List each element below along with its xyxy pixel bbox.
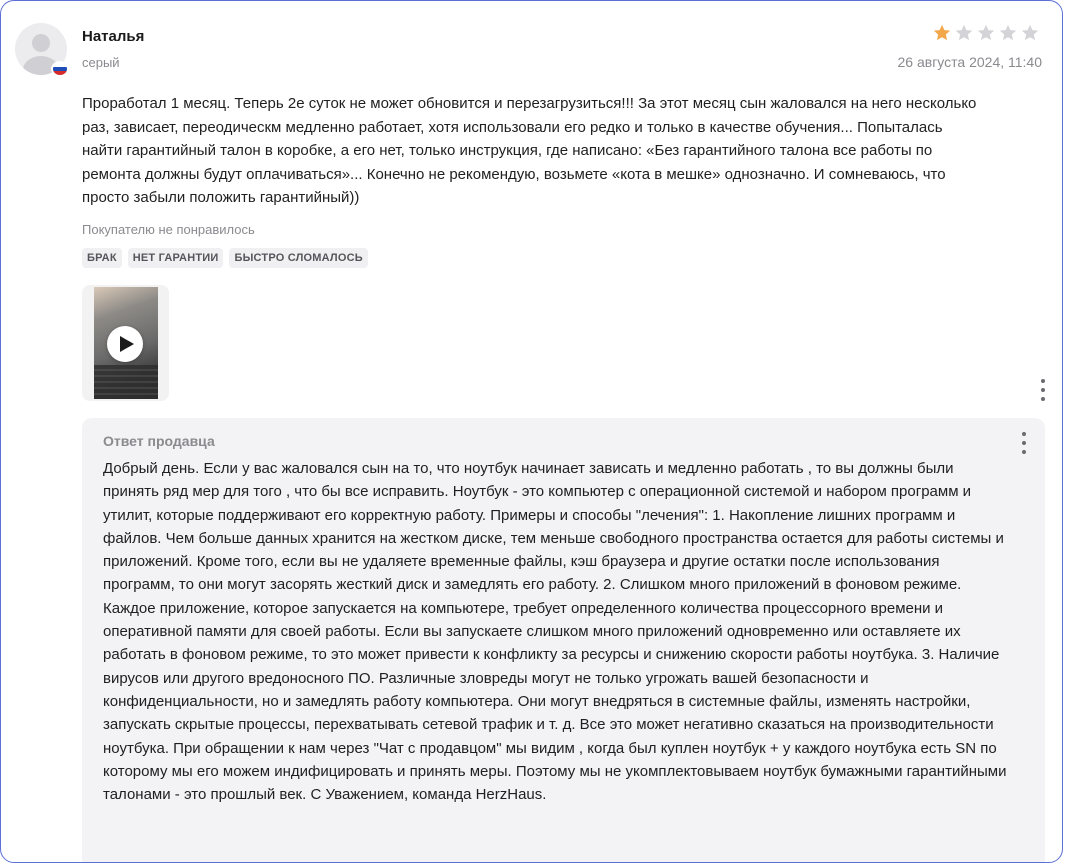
tag-no-warranty[interactable]: НЕТ ГАРАНТИИ [128, 248, 224, 268]
russia-flag-icon [51, 61, 69, 77]
seller-reply [82, 418, 1045, 863]
reply-more-options-icon[interactable] [1020, 432, 1028, 454]
star-filled-icon [932, 23, 952, 43]
review-tags [82, 248, 368, 268]
review-video-thumbnail[interactable] [82, 285, 169, 401]
star-empty-icon [1020, 23, 1040, 43]
seller-reply-text: Добрый день. Если у вас жаловался сын на то, что ноутбук начинает зависать и медленно работать , то вы должны были принять ряд мер для того , что бы все исправить. Ноутбук - это компьютер с операционной системой и набором программ и утилит, которые поддерживают его корректную работу. Примеры и способы "лечения": 1. Накопление лишних программ и файлов. Чем больше данных хранится на жестком диске, тем меньше свободного пространства остается для работы системы и приложений. Кроме того, если вы не удаляете временные файлы, кэш браузера и другие остатки после использования программ, то они могут засорять жесткий диск и замедлять его работу. 2. Слишком много приложений в фоновом режиме. Каждое приложение, которое запускается на компьютере, требует определенного количества процессорного времени и оперативной памяти для своей работы. Если вы запускаете слишком много приложений одновременно или оставляете их работать в фоновом режиме, то это может привести к конфликту за ресурсы и снижению скорости работы ноутбука. 3. Наличие вирусов или другого вредоносного ПО. Различные зловреды могут не только угрожать вашей безопасности и конфиденциальности, но и замедлять работу компьютера. Они могут внедряться в системные файлы, изменять настройки, запускать скрытые процессы, перехватывать сетевой трафик и т. д. Все это может негативно сказаться на производительности ноутбука. При обращении к нам через "Чат с продавцом" мы видим , когда был куплен ноутбук + у каждого ноутбука есть SN по которому мы его можем индифицировать и принять меры. Поэтому мы не укомплектовываем ноутбук бумажными гарантийными талонами - это прошлый век. С Уважением, команда HerzHaus. [103, 460, 1007, 804]
star-empty-icon [954, 23, 974, 43]
avatar-head-shape [32, 34, 50, 52]
rating-stars [932, 23, 1040, 43]
star-empty-icon [998, 23, 1018, 43]
review-text: Проработал 1 месяц. Теперь 2е суток не может обновится и перезагрузиться!!! За этот месяц сын жаловался на него несколько раз, зависает, переодическм медленно работает, хотя использовали его редко и только в качестве обучения... Попыталась найти гарантийный талон в коробке, а его нет, только инструкция, где написано: «Без гарантийного талона все работы по ремонта должны будут оплачиваться»... Конечно не рекомендую, возьмете «кота в мешке» однозначно. И сомневаюсь, что просто забыли положить гарантийный)) [82, 95, 977, 206]
author-name[interactable]: Наталья [82, 28, 145, 45]
star-empty-icon [976, 23, 996, 43]
review-date: 26 августа 2024, 11:40 [897, 54, 1042, 70]
review-verdict: Покупателю не понравилось [82, 222, 255, 237]
tag-defect[interactable]: БРАК [82, 248, 122, 268]
video-preview-keyboard [94, 365, 158, 399]
review-more-options-icon[interactable] [1039, 379, 1047, 401]
tag-broke-fast[interactable]: БЫСТРО СЛОМАЛОСЬ [229, 248, 367, 268]
product-variant: серый [82, 55, 120, 70]
play-icon[interactable] [107, 326, 143, 362]
seller-reply-title: Ответ продавца [103, 433, 215, 449]
